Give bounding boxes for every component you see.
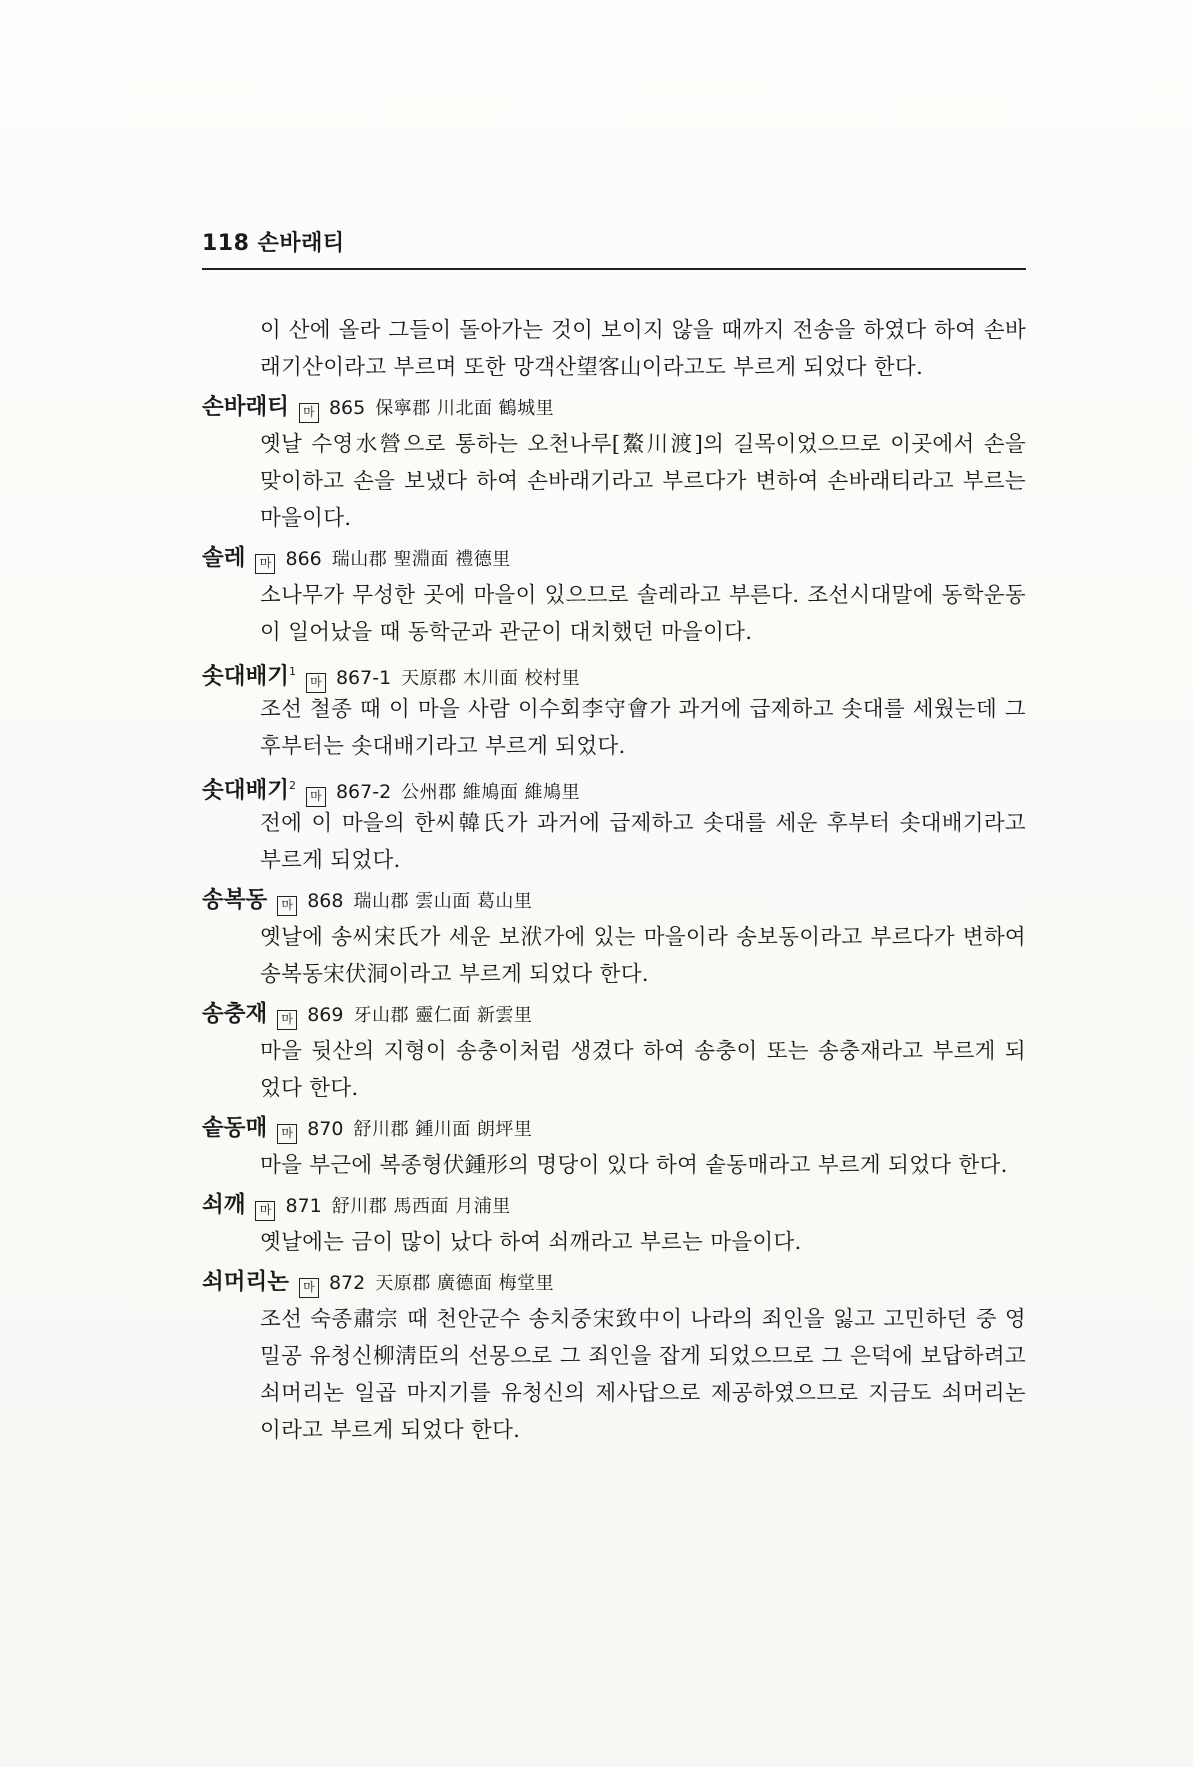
entry-list bbox=[202, 388, 1026, 1449]
entry-term-text: 솥동매 bbox=[202, 1115, 268, 1141]
entry-term bbox=[202, 1263, 289, 1301]
entry-term-text: 솔레 bbox=[202, 545, 246, 571]
entry-term-text: 솟대배기 bbox=[202, 777, 289, 804]
entry-location: 瑞山郡 雲山面 葛山里 bbox=[353, 891, 533, 912]
entry-number: 867-1 bbox=[335, 666, 392, 689]
entry-description: 조선 철종 때 이 마을 사람 이수회李守會가 과거에 급제하고 솟대를 세웠는데 그후부터는 솟대배기라고 부르게 되었다. bbox=[260, 697, 1026, 759]
running-head: 118 손바래티 bbox=[202, 231, 345, 256]
entry-term bbox=[202, 995, 267, 1033]
entry-number: 867-2 bbox=[335, 780, 392, 803]
entry-term-superscript: 1 bbox=[288, 665, 296, 678]
dictionary-entry bbox=[202, 388, 1026, 537]
entry-heading bbox=[202, 767, 1026, 805]
entry-location: 舒川郡 馬西面 月浦里 bbox=[331, 1196, 511, 1217]
dictionary-entry bbox=[202, 995, 1026, 1107]
body-text bbox=[202, 312, 1026, 1449]
intro-paragraph: 이 산에 올라 그들이 돌아가는 것이 보이지 않을 때까지 전송을 하였다 하여 손바래기산이라고 부르며 또한 망객산望客山이라고도 부르게 되었다 한다. bbox=[260, 318, 1026, 380]
entry-number: 865 bbox=[328, 397, 366, 419]
entry-heading bbox=[202, 995, 1026, 1033]
entry-term-text: 송충재 bbox=[202, 1001, 268, 1027]
entry-term-text: 손바래티 bbox=[202, 394, 289, 420]
entry-heading bbox=[202, 653, 1026, 691]
entry-term bbox=[202, 388, 289, 426]
dictionary-entry bbox=[202, 1263, 1026, 1449]
entry-heading bbox=[202, 1263, 1026, 1301]
entry-number: 869 bbox=[307, 1004, 344, 1026]
entry-type-mark: 마 bbox=[277, 1010, 297, 1030]
entry-term bbox=[202, 539, 245, 577]
entry-description: 전에 이 마을의 한씨韓氏가 과거에 급제하고 솟대를 세운 후부터 솟대배기라고 부르게 되었다. bbox=[260, 811, 1026, 873]
entry-location: 牙山郡 靈仁面 新雲里 bbox=[353, 1005, 533, 1026]
entry-term bbox=[202, 881, 267, 919]
dictionary-entry bbox=[202, 767, 1026, 879]
entry-description: 옛날에는 금이 많이 났다 하여 쇠깨라고 부르는 마을이다. bbox=[260, 1230, 802, 1255]
entry-number: 871 bbox=[285, 1195, 322, 1217]
entry-heading bbox=[202, 1109, 1026, 1147]
dictionary-entry bbox=[202, 539, 1026, 651]
entry-type-mark: 마 bbox=[255, 1201, 275, 1221]
entry-description: 소나무가 무성한 곳에 마을이 있으므로 솔레라고 부른다. 조선시대말에 동학운동이 일어났을 때 동학군과 관군이 대치했던 마을이다. bbox=[260, 583, 1026, 645]
entry-location: 天原郡 廣德面 梅堂里 bbox=[375, 1273, 555, 1294]
entry-heading bbox=[202, 881, 1026, 919]
entry-type-mark: 마 bbox=[277, 1124, 297, 1144]
entry-location: 舒川郡 鍾川面 朗坪里 bbox=[353, 1119, 533, 1140]
entry-number: 866 bbox=[285, 548, 322, 570]
entry-type-mark: 마 bbox=[299, 403, 319, 423]
entry-heading bbox=[202, 388, 1026, 426]
entry-term bbox=[202, 653, 296, 696]
header-rule bbox=[202, 268, 1026, 270]
entry-type-mark: 마 bbox=[299, 1278, 319, 1298]
entry-description: 조선 숙종肅宗 때 천안군수 송치중宋致中이 나라의 죄인을 잃고 고민하던 중 영밀공 유청신柳淸臣의 선몽으로 그 죄인을 잡게 되었으므로 그 은덕에 보답하려고 쇠머리논 일곱 마지기를 유청신의 제사답으로 제공하였으므로 지금도 쇠머리논이라고 부르게 되었다 한다. bbox=[260, 1307, 1026, 1443]
entry-heading bbox=[202, 1186, 1026, 1224]
entry-term-text: 송복동 bbox=[202, 887, 268, 913]
entry-heading bbox=[202, 539, 1026, 577]
entry-term-text: 쇠머리논 bbox=[202, 1269, 289, 1295]
entry-type-mark: 마 bbox=[306, 787, 326, 807]
entry-term-text: 쇠깨 bbox=[202, 1192, 246, 1218]
entry-description: 옛날 수영水營으로 통하는 오천나루[鰲川渡]의 길목이었으므로 이곳에서 손을 맞이하고 손을 보냈다 하여 손바래기라고 부르다가 변하여 손바래티라고 부르는 마을이다. bbox=[260, 432, 1026, 531]
entry-term bbox=[202, 1186, 245, 1224]
entry-location: 保寧郡 川北面 鶴城里 bbox=[375, 398, 555, 419]
entry-location: 瑞山郡 聖淵面 禮德里 bbox=[331, 549, 511, 570]
dictionary-entry bbox=[202, 1109, 1026, 1184]
entry-term bbox=[202, 1109, 267, 1147]
dictionary-entry bbox=[202, 653, 1026, 765]
entry-type-mark: 마 bbox=[306, 673, 326, 693]
entry-description: 마을 뒷산의 지형이 송충이처럼 생겼다 하여 송충이 또는 송충재라고 부르게 되었다 한다. bbox=[260, 1039, 1026, 1101]
entry-term bbox=[202, 767, 296, 810]
entry-term-superscript: 2 bbox=[288, 779, 296, 792]
entry-description: 옛날에 송씨宋氏가 세운 보洑가에 있는 마을이라 송보동이라고 부르다가 변하여 송복동宋伏洞이라고 부르게 되었다 한다. bbox=[260, 925, 1026, 987]
entry-description: 마을 부근에 복종형伏鍾形의 명당이 있다 하여 솥동매라고 부르게 되었다 한다. bbox=[260, 1153, 1008, 1178]
entry-number: 870 bbox=[307, 1118, 344, 1140]
dictionary-entry bbox=[202, 1186, 1026, 1261]
entry-location: 公州郡 維鳩面 維鳩里 bbox=[401, 781, 581, 803]
entry-number: 868 bbox=[307, 890, 344, 912]
entry-type-mark: 마 bbox=[255, 554, 275, 574]
entry-location: 天原郡 木川面 校村里 bbox=[401, 667, 581, 689]
entry-number: 872 bbox=[328, 1272, 366, 1294]
dictionary-entry bbox=[202, 881, 1026, 993]
entry-type-mark: 마 bbox=[277, 896, 297, 916]
entry-term-text: 솟대배기 bbox=[202, 663, 289, 690]
